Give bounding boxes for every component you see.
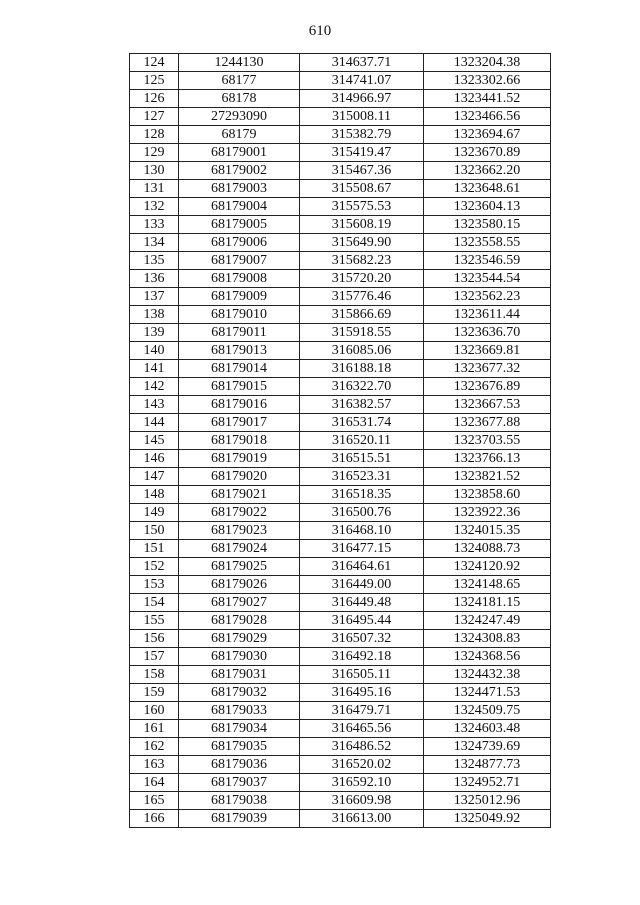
x-coordinate-cell: 316477.15 — [300, 540, 424, 558]
row-number-cell: 132 — [130, 198, 179, 216]
y-coordinate-cell: 1323441.52 — [424, 90, 551, 108]
table-row — [130, 144, 551, 162]
point-id-cell: 68178 — [179, 90, 300, 108]
coordinates-table — [129, 53, 551, 828]
point-id-cell: 68179002 — [179, 162, 300, 180]
point-id-cell: 68179036 — [179, 756, 300, 774]
point-id-cell: 68179031 — [179, 666, 300, 684]
row-number-cell: 143 — [130, 396, 179, 414]
y-coordinate-cell: 1323302.66 — [424, 72, 551, 90]
x-coordinate-cell: 316449.00 — [300, 576, 424, 594]
table-row — [130, 468, 551, 486]
point-id-cell: 68179032 — [179, 684, 300, 702]
point-id-cell: 68179039 — [179, 810, 300, 828]
table-row — [130, 432, 551, 450]
x-coordinate-cell: 316085.06 — [300, 342, 424, 360]
x-coordinate-cell: 316515.51 — [300, 450, 424, 468]
row-number-cell: 160 — [130, 702, 179, 720]
row-number-cell: 164 — [130, 774, 179, 792]
x-coordinate-cell: 315918.55 — [300, 324, 424, 342]
x-coordinate-cell: 315720.20 — [300, 270, 424, 288]
point-id-cell: 68179033 — [179, 702, 300, 720]
row-number-cell: 125 — [130, 72, 179, 90]
point-id-cell: 68179008 — [179, 270, 300, 288]
y-coordinate-cell: 1324739.69 — [424, 738, 551, 756]
x-coordinate-cell: 316382.57 — [300, 396, 424, 414]
y-coordinate-cell: 1325049.92 — [424, 810, 551, 828]
x-coordinate-cell: 316520.02 — [300, 756, 424, 774]
row-number-cell: 131 — [130, 180, 179, 198]
point-id-cell: 68179023 — [179, 522, 300, 540]
x-coordinate-cell: 316531.74 — [300, 414, 424, 432]
point-id-cell: 68179022 — [179, 504, 300, 522]
x-coordinate-cell: 316449.48 — [300, 594, 424, 612]
point-id-cell: 68177 — [179, 72, 300, 90]
y-coordinate-cell: 1324308.83 — [424, 630, 551, 648]
row-number-cell: 157 — [130, 648, 179, 666]
row-number-cell: 165 — [130, 792, 179, 810]
row-number-cell: 141 — [130, 360, 179, 378]
x-coordinate-cell: 316464.61 — [300, 558, 424, 576]
x-coordinate-cell: 315382.79 — [300, 126, 424, 144]
page-number: 610 — [308, 23, 332, 39]
y-coordinate-cell: 1323677.88 — [424, 414, 551, 432]
x-coordinate-cell: 315866.69 — [300, 306, 424, 324]
table-row — [130, 594, 551, 612]
table-row — [130, 414, 551, 432]
table-row — [130, 720, 551, 738]
y-coordinate-cell: 1324120.92 — [424, 558, 551, 576]
point-id-cell: 68179021 — [179, 486, 300, 504]
row-number-cell: 138 — [130, 306, 179, 324]
table-body — [130, 54, 551, 828]
table-row — [130, 684, 551, 702]
y-coordinate-cell: 1324368.56 — [424, 648, 551, 666]
y-coordinate-cell: 1323662.20 — [424, 162, 551, 180]
x-coordinate-cell: 316492.18 — [300, 648, 424, 666]
y-coordinate-cell: 1323667.53 — [424, 396, 551, 414]
row-number-cell: 163 — [130, 756, 179, 774]
x-coordinate-cell: 316188.18 — [300, 360, 424, 378]
x-coordinate-cell: 316495.44 — [300, 612, 424, 630]
coordinates-table-container — [129, 53, 550, 828]
y-coordinate-cell: 1324247.49 — [424, 612, 551, 630]
x-coordinate-cell: 316500.76 — [300, 504, 424, 522]
x-coordinate-cell: 316523.31 — [300, 468, 424, 486]
row-number-cell: 161 — [130, 720, 179, 738]
table-row — [130, 180, 551, 198]
table-row — [130, 810, 551, 828]
row-number-cell: 166 — [130, 810, 179, 828]
x-coordinate-cell: 315776.46 — [300, 288, 424, 306]
table-row — [130, 306, 551, 324]
row-number-cell: 158 — [130, 666, 179, 684]
row-number-cell: 142 — [130, 378, 179, 396]
point-id-cell: 27293090 — [179, 108, 300, 126]
x-coordinate-cell: 314741.07 — [300, 72, 424, 90]
y-coordinate-cell: 1323648.61 — [424, 180, 551, 198]
row-number-cell: 147 — [130, 468, 179, 486]
point-id-cell: 68179015 — [179, 378, 300, 396]
table-row — [130, 288, 551, 306]
row-number-cell: 159 — [130, 684, 179, 702]
y-coordinate-cell: 1323676.89 — [424, 378, 551, 396]
x-coordinate-cell: 315467.36 — [300, 162, 424, 180]
x-coordinate-cell: 316468.10 — [300, 522, 424, 540]
row-number-cell: 136 — [130, 270, 179, 288]
row-number-cell: 137 — [130, 288, 179, 306]
row-number-cell: 133 — [130, 216, 179, 234]
y-coordinate-cell: 1325012.96 — [424, 792, 551, 810]
point-id-cell: 68179006 — [179, 234, 300, 252]
table-row — [130, 378, 551, 396]
row-number-cell: 130 — [130, 162, 179, 180]
point-id-cell: 68179003 — [179, 180, 300, 198]
table-row — [130, 504, 551, 522]
x-coordinate-cell: 316613.00 — [300, 810, 424, 828]
table-row — [130, 774, 551, 792]
y-coordinate-cell: 1323694.67 — [424, 126, 551, 144]
point-id-cell: 68179014 — [179, 360, 300, 378]
table-row — [130, 702, 551, 720]
y-coordinate-cell: 1323611.44 — [424, 306, 551, 324]
y-coordinate-cell: 1323546.59 — [424, 252, 551, 270]
point-id-cell: 68179011 — [179, 324, 300, 342]
x-coordinate-cell: 315419.47 — [300, 144, 424, 162]
point-id-cell: 68179013 — [179, 342, 300, 360]
point-id-cell: 68179027 — [179, 594, 300, 612]
y-coordinate-cell: 1323580.15 — [424, 216, 551, 234]
y-coordinate-cell: 1324471.53 — [424, 684, 551, 702]
row-number-cell: 126 — [130, 90, 179, 108]
point-id-cell: 68179025 — [179, 558, 300, 576]
table-row — [130, 252, 551, 270]
table-row — [130, 324, 551, 342]
y-coordinate-cell: 1323821.52 — [424, 468, 551, 486]
x-coordinate-cell: 316322.70 — [300, 378, 424, 396]
y-coordinate-cell: 1323604.13 — [424, 198, 551, 216]
row-number-cell: 129 — [130, 144, 179, 162]
table-row — [130, 666, 551, 684]
table-row — [130, 648, 551, 666]
row-number-cell: 145 — [130, 432, 179, 450]
x-coordinate-cell: 316520.11 — [300, 432, 424, 450]
table-row — [130, 396, 551, 414]
row-number-cell: 153 — [130, 576, 179, 594]
x-coordinate-cell: 315575.53 — [300, 198, 424, 216]
x-coordinate-cell: 316465.56 — [300, 720, 424, 738]
y-coordinate-cell: 1323544.54 — [424, 270, 551, 288]
table-row — [130, 270, 551, 288]
point-id-cell: 68179024 — [179, 540, 300, 558]
table-row — [130, 216, 551, 234]
y-coordinate-cell: 1324181.15 — [424, 594, 551, 612]
y-coordinate-cell: 1324432.38 — [424, 666, 551, 684]
point-id-cell: 68179030 — [179, 648, 300, 666]
point-id-cell: 68179038 — [179, 792, 300, 810]
row-number-cell: 151 — [130, 540, 179, 558]
row-number-cell: 156 — [130, 630, 179, 648]
y-coordinate-cell: 1324088.73 — [424, 540, 551, 558]
point-id-cell: 68179016 — [179, 396, 300, 414]
x-coordinate-cell: 315649.90 — [300, 234, 424, 252]
row-number-cell: 155 — [130, 612, 179, 630]
row-number-cell: 146 — [130, 450, 179, 468]
y-coordinate-cell: 1323670.89 — [424, 144, 551, 162]
x-coordinate-cell: 316518.35 — [300, 486, 424, 504]
table-row — [130, 360, 551, 378]
x-coordinate-cell: 316609.98 — [300, 792, 424, 810]
y-coordinate-cell: 1323858.60 — [424, 486, 551, 504]
table-row — [130, 756, 551, 774]
point-id-cell: 68179037 — [179, 774, 300, 792]
y-coordinate-cell: 1324509.75 — [424, 702, 551, 720]
y-coordinate-cell: 1323703.55 — [424, 432, 551, 450]
y-coordinate-cell: 1324148.65 — [424, 576, 551, 594]
table-row — [130, 522, 551, 540]
x-coordinate-cell: 315608.19 — [300, 216, 424, 234]
point-id-cell: 68179001 — [179, 144, 300, 162]
row-number-cell: 162 — [130, 738, 179, 756]
y-coordinate-cell: 1323669.81 — [424, 342, 551, 360]
y-coordinate-cell: 1323766.13 — [424, 450, 551, 468]
y-coordinate-cell: 1323677.32 — [424, 360, 551, 378]
y-coordinate-cell: 1323558.55 — [424, 234, 551, 252]
point-id-cell: 68179026 — [179, 576, 300, 594]
table-row — [130, 558, 551, 576]
x-coordinate-cell: 316505.11 — [300, 666, 424, 684]
point-id-cell: 68179010 — [179, 306, 300, 324]
table-row — [130, 342, 551, 360]
table-row — [130, 612, 551, 630]
point-id-cell: 68179028 — [179, 612, 300, 630]
table-row — [130, 630, 551, 648]
row-number-cell: 139 — [130, 324, 179, 342]
table-row — [130, 234, 551, 252]
y-coordinate-cell: 1323636.70 — [424, 324, 551, 342]
point-id-cell: 68179009 — [179, 288, 300, 306]
table-row — [130, 72, 551, 90]
table-row — [130, 108, 551, 126]
y-coordinate-cell: 1324877.73 — [424, 756, 551, 774]
table-row — [130, 450, 551, 468]
y-coordinate-cell: 1324603.48 — [424, 720, 551, 738]
table-row — [130, 198, 551, 216]
point-id-cell: 68179020 — [179, 468, 300, 486]
row-number-cell: 140 — [130, 342, 179, 360]
x-coordinate-cell: 316592.10 — [300, 774, 424, 792]
table-row — [130, 792, 551, 810]
point-id-cell: 68179018 — [179, 432, 300, 450]
x-coordinate-cell: 315508.67 — [300, 180, 424, 198]
point-id-cell: 68179035 — [179, 738, 300, 756]
point-id-cell: 68179005 — [179, 216, 300, 234]
point-id-cell: 68179 — [179, 126, 300, 144]
row-number-cell: 154 — [130, 594, 179, 612]
y-coordinate-cell: 1324015.35 — [424, 522, 551, 540]
row-number-cell: 128 — [130, 126, 179, 144]
row-number-cell: 149 — [130, 504, 179, 522]
row-number-cell: 150 — [130, 522, 179, 540]
row-number-cell: 124 — [130, 54, 179, 72]
table-row — [130, 126, 551, 144]
x-coordinate-cell: 316479.71 — [300, 702, 424, 720]
table-row — [130, 576, 551, 594]
row-number-cell: 148 — [130, 486, 179, 504]
y-coordinate-cell: 1323922.36 — [424, 504, 551, 522]
table-row — [130, 540, 551, 558]
table-row — [130, 486, 551, 504]
table-row — [130, 54, 551, 72]
point-id-cell: 68179034 — [179, 720, 300, 738]
y-coordinate-cell: 1323562.23 — [424, 288, 551, 306]
point-id-cell: 68179007 — [179, 252, 300, 270]
row-number-cell: 134 — [130, 234, 179, 252]
x-coordinate-cell: 315682.23 — [300, 252, 424, 270]
row-number-cell: 152 — [130, 558, 179, 576]
y-coordinate-cell: 1324952.71 — [424, 774, 551, 792]
point-id-cell: 68179004 — [179, 198, 300, 216]
x-coordinate-cell: 316486.52 — [300, 738, 424, 756]
table-row — [130, 738, 551, 756]
x-coordinate-cell: 314637.71 — [300, 54, 424, 72]
point-id-cell: 1244130 — [179, 54, 300, 72]
x-coordinate-cell: 314966.97 — [300, 90, 424, 108]
x-coordinate-cell: 315008.11 — [300, 108, 424, 126]
row-number-cell: 144 — [130, 414, 179, 432]
table-row — [130, 90, 551, 108]
x-coordinate-cell: 316507.32 — [300, 630, 424, 648]
table-row — [130, 162, 551, 180]
point-id-cell: 68179019 — [179, 450, 300, 468]
row-number-cell: 127 — [130, 108, 179, 126]
point-id-cell: 68179017 — [179, 414, 300, 432]
y-coordinate-cell: 1323466.56 — [424, 108, 551, 126]
row-number-cell: 135 — [130, 252, 179, 270]
point-id-cell: 68179029 — [179, 630, 300, 648]
y-coordinate-cell: 1323204.38 — [424, 54, 551, 72]
x-coordinate-cell: 316495.16 — [300, 684, 424, 702]
